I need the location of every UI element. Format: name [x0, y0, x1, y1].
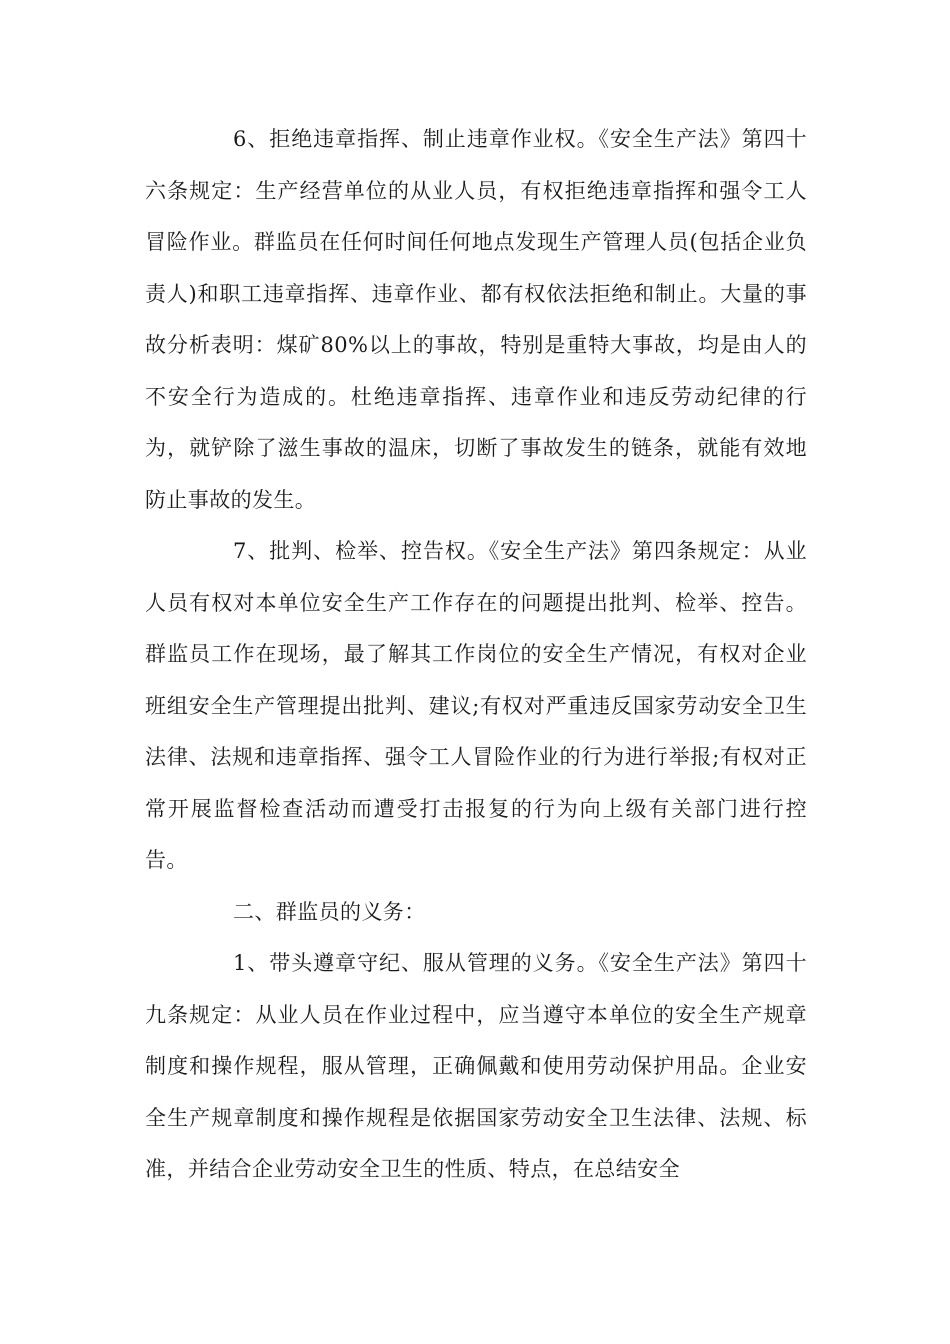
- paragraph-obligation-comply: 1、带头遵章守纪、服从管理的义务。《安全生产法》第四十九条规定：从业人员在作业过程中，应当遵守本单位的安全生产规章制度和操作规程，服从管理，正确佩戴和使用劳动保护用品。企业安全生产规章制度和操作规程是依据国家劳动安全卫生法律、法规、标准，并结合企业劳动安全卫生的性质、特点，在总结安全: [145, 951, 807, 1181]
- document-body: [145, 114, 807, 1196]
- section-heading-obligations: 二、群监员的义务：: [233, 899, 426, 924]
- paragraph-right-to-refuse: 6、拒绝违章指挥、制止违章作业权。《安全生产法》第四十六条规定：生产经营单位的从业人员，有权拒绝违章指挥和强令工人冒险作业。群监员在任何时间任何地点发现生产管理人员(包括企业负责人)和职工违章指挥、违章作业、都有权依法拒绝和制止。大量的事故分析表明：煤矿80%以上的事故，特别是重特大事故，均是由人的不安全行为造成的。杜绝违章指挥、违章作业和违反劳动纪律的行为，就铲除了滋生事故的温床，切断了事故发生的链条，就能有效地防止事故的发生。: [145, 127, 807, 512]
- paragraph-right-to-report: 7、批判、检举、控告权。《安全生产法》第四条规定：从业人员有权对本单位安全生产工作存在的问题提出批判、检举、控告。群监员工作在现场，最了解其工作岗位的安全生产情况，有权对企业班组安全生产管理提出批判、建议;有权对严重违反国家劳动安全卫生法律、法规和违章指挥、强令工人冒险作业的行为进行举报;有权对正常开展监督检查活动而遭受打击报复的行为向上级有关部门进行控告。: [145, 539, 807, 872]
